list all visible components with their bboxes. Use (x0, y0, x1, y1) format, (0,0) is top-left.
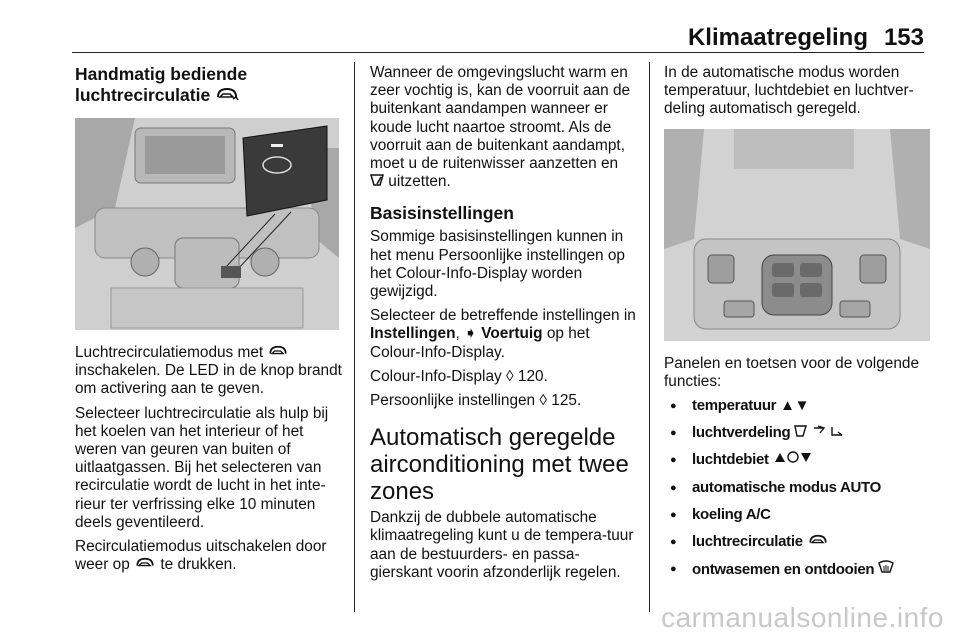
page-reference-icon: ◊ (539, 392, 548, 410)
list-item: ● ontwasemen en ontdooien (664, 560, 932, 579)
watermark: carmanualsonline.info (661, 602, 944, 633)
column-1 (75, 64, 345, 580)
cross-reference[interactable]: Persoonlijke instellingen ◊ 125. (370, 392, 582, 410)
list-item: ● automatische modus AUTO (664, 479, 932, 497)
paragraph: Dankzij de dubbele automatische klimaatregeling kunt u de tempera-tuur aan de bestuurders- en passa-gierskant voorin afzonderlijk regelen. (370, 509, 634, 581)
paragraph: Selecteer de betreffende instellingen in Instellingen, ➧ Voertuig op het Colour-Info-Display. (370, 307, 636, 361)
paragraph: Panelen en toetsen voor de volgende functies: (664, 354, 919, 390)
column-3 (664, 64, 932, 588)
menu-path-settings: Instellingen (370, 325, 456, 343)
section-heading: Basisinstellingen (370, 203, 514, 224)
paragraph: In de automatische modus worden temperatuur, luchtdebiet en luchtver-deling automatisch geregeld. (664, 64, 914, 118)
page-number: 153 (883, 24, 924, 51)
recirculation-icon (807, 534, 829, 546)
climate-panel-illustration (664, 129, 930, 341)
list-item: ● luchtverdeling (664, 424, 932, 442)
recirculation-icon (267, 345, 289, 357)
column-divider (354, 62, 355, 612)
climate-control-panel-figure (664, 129, 930, 341)
paragraph: Luchtrecirculatiemodus met inschakelen. De LED in de knop brandt om activering aan te geven. (75, 344, 342, 398)
list-item: ● luchtrecirculatie (664, 533, 932, 551)
recirculation-icon (215, 87, 239, 101)
page-reference-icon: ◊ (506, 367, 514, 385)
defrost-icon (878, 560, 894, 574)
page-header (0, 0, 960, 50)
paragraph: Sommige basisinstellingen kunnen in het menu Persoonlijke instellingen op het Colour-Info-Display worden gewijzigd. (370, 228, 625, 301)
windshield-wiper-icon (370, 173, 384, 186)
fan-speed-icon (773, 451, 813, 464)
chapter-title: Klimaatregeling (687, 24, 868, 51)
menu-path-vehicle: Voertuig (481, 325, 543, 343)
list-item: ● koeling A/C (664, 506, 932, 524)
arrow-right-icon: ➧ (464, 325, 477, 343)
list-item: ● luchtdebiet (664, 451, 932, 469)
recirculation-button-figure (75, 118, 339, 330)
cross-reference[interactable]: Colour-Info-Display ◊ 120. (370, 367, 548, 385)
function-list (664, 397, 932, 579)
list-item: ● temperatuur ▲▼ (664, 397, 932, 415)
header-rule (72, 52, 924, 53)
column-2 (370, 64, 636, 588)
section-heading: Handmatig bediende luchtrecirculatie (75, 64, 248, 105)
air-distribution-icons (794, 424, 844, 437)
section-heading-large: Automatisch geregelde airconditioning met twee zones (370, 424, 629, 506)
paragraph: Selecteer luchtrecirculatie als hulp bij het koelen van het interieur of het weren van geuren van buiten of uitlaatgassen. Bij het selecteren van recirculatie wordt de lucht in het inte-rieur ter verfrissing elke 10 minuten deels geventileerd. (75, 404, 329, 531)
paragraph: Wanneer de omgevingslucht warm en zeer vochtig is, kan de voorruit aan de buitenkant aandampen wanneer er koude lucht naartoe stroomt. Als de voorruit aan de buitenkant aandampt, moet u de ruitenwisser aanzetten en uitzetten. (370, 64, 631, 191)
recirculation-icon (134, 557, 156, 569)
up-down-arrows-icon: ▲▼ (780, 397, 810, 415)
dashboard-illustration (75, 118, 339, 330)
column-divider (649, 62, 650, 612)
paragraph: Recirculatiemodus uitschakelen door weer op te drukken. (75, 538, 327, 574)
